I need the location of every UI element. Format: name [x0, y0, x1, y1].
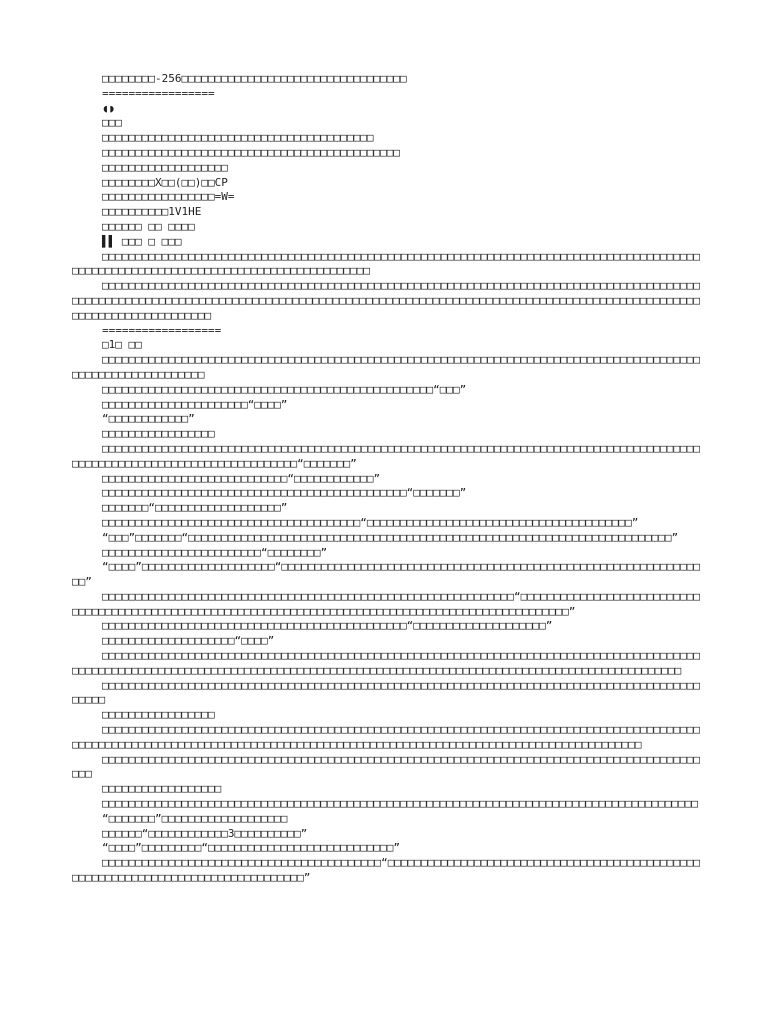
section-rule: ==================: [102, 323, 222, 337]
body-paragraph: □□□□□□□□□□□□□□□□□□□□□□□□□□□□□□□□□□□□□□□□□□□□□□□□□□□□□□□□□□□□□□□□□□□□□□□□□□□□□□□□□□□□□□□□□□□□□□□: [72, 678, 700, 707]
body-paragraph: □□□□□□□□□□□□□□□□□□□□□□□□□□□□□□□□□□□□□□□□□□□□□□□□□□□□□□□□□□□□□□□□□□□□□□□□□□□□□□□□□□□□□□□□□□□□□□□□□□□□□□□□□□□□□□□□□□□□□□□□□□□□“□□□□□□□”: [72, 441, 700, 470]
body-line: □□□□□□□□□□□□□□□□□: [102, 708, 215, 722]
section-title: □1□ □□: [102, 338, 142, 352]
body-paragraph: □□□□□□□□□□□□□□□□□□□□□□□□□□□□□□□□□□□□□□□□□□□□□□□□□□□□□□□□□□□□□□□□□□□□□□□□□□□□□□□□□□□□□□□□□□□□□: [72, 752, 700, 781]
body-paragraph: “□□□□”□□□□□□□□□□□□□□□□□□□□“□□□□□□□□□□□□□□□□□□□□□□□□□□□□□□□□□□□□□□□□□□□□□□□□□□□□□□□□□□□□□□□□□”: [72, 560, 700, 589]
body-line: □□□□□□□□□□□□□□□□□□□□□□“□□□□”: [102, 397, 288, 411]
body-text: [72, 353, 700, 886]
body-paragraph: □□□□□□□□□□□□□□□□□□□□□□□□□□□□□□□□□□□□□□□□□□□□□□□□□□□□□□□□□□□□□□□□□□□□□□□□□□□□□□□□□□□□□□□□□□□□□□□□□□□□□□□□□□□□□□: [72, 353, 700, 381]
body-line: “□□□□”□□□□□□□□□“□□□□□□□□□□□□□□□□□□□□□□□□□□□□”: [102, 841, 401, 855]
body-line: □□□□□□□□□□□□□□□□□□□□□□□□□□□□□□□□□□□□□□□“□□□□□□□□□□□□□□□□□□□□□□□□□□□□□□□□□□□□□□□□”: [102, 515, 639, 529]
header-line: □□□□□□□□□□□□□□□□□□□□□□□□□□□□□□□□□□□□□□□□□: [102, 131, 374, 145]
body-line: “□□□□□□□”□□□□□□□□□□□□□□□□□□□: [102, 811, 288, 825]
body-paragraph: □□□□□□□□□□□□□□□□□□□□□□□□□□□□□□□□□□□□□□□□□□□□□□□□□□□□□□□□□□□□□□“□□□□□□□□□□□□□□□□□□□□□□□□□□□□□□□□□□□□□□□□□□□□□□□□□□□□□□□□□□□□□□□□□□□□□□□□□□□□□□□□□□□□□□□□□□□□□□□□□□□□□□”: [72, 589, 700, 618]
body-line: □□□□□□□□□□□□□□□□□□□□□□□□□□□□□□□□□□□□□□□□□□□□□□□□□□“□□□”: [102, 382, 467, 396]
body-line: □□□□□□□□□□□□□□□□□□□□□□□□“□□□□□□□□”: [102, 545, 328, 559]
body-line: □□□□□□□□□□□□□□□□□□□□□□□□□□□□□□□□□□□□□□□□□□□□□□“□□□□□□□□□□□□□□□□□□□□”: [102, 619, 553, 633]
header-line: □□□□□□□□□□□□□□□□□□□: [102, 160, 228, 174]
symbol-mark: ◖◗: [102, 101, 116, 115]
body-paragraph: □□□□□□□□□□□□□□□□□□□□□□□□□□□□□□□□□□□□□□□□□□□□□□□□□□□□□□□□□□□□□□□□□□□□□□□□□□□□□□□□□□□□□□□□□□□□□□□□□□□□□□□□□□□□□□□□□□□□□□□□□□□□□□□□□□□□□□□□□□□□□□□□□□□□□□□□□□□□□□□□□□□□□□□□□□□□□□□□: [72, 723, 700, 751]
header-line: □□□□□□ □□ □□□□: [102, 219, 195, 233]
document-page: [72, 72, 700, 886]
header-line: □□□: [102, 116, 122, 130]
body-paragraph: □□□□□□□□□□□□□□□□□□□□□□□□□□□□□□□□□□□□□□□□□□□□□□□□□□□□□□□□□□□□□□□□□□□□□□□□□□□□□□□□□□□□□□□□□□: [102, 797, 699, 811]
header-line: □□□□□□□□X□□(□□)□□CP: [102, 175, 228, 189]
body-line: □□□□□□□□□□□□□□□□□□□□“□□□□”: [102, 634, 275, 648]
body-line: □□□□□□□□□□□□□□□□□□□□□□□□□□□□□□□□□□□□□□□□□□□□□□“□□□□□□□”: [102, 486, 467, 500]
intro-paragraph: □□□□□□□□□□□□□□□□□□□□□□□□□□□□□□□□□□□□□□□□□□□□□□□□□□□□□□□□□□□□□□□□□□□□□□□□□□□□□□□□□□□□□□□□□□□□□□□□□□□□□□□□□□□□□□□□□□□□□□□□□□□□□□□□□□□□□□□□□□□□□□□□□□□□□□□□□□□□□□□□□□□□□□□□□□□□□□□□□□□□□□□□□□□□□□□□□□□□□□□□□□□□□: [72, 279, 700, 322]
body-line: □□□□□□□□□□□□□□□□□: [102, 427, 215, 441]
body-paragraph: “□□□”□□□□□□□“□□□□□□□□□□□□□□□□□□□□□□□□□□□□□□□□□□□□□□□□□□□□□□□□□□□□□□□□□□□□□□□□□□□□□□□□□”: [102, 530, 679, 544]
header-line: □□□□□□□□□□□□□□□□□□□□□□□□□□□□□□□□□□□□□□□□□□□□□: [102, 145, 401, 159]
body-line: □□□□□□“□□□□□□□□□□□□3□□□□□□□□□□”: [102, 826, 308, 840]
header-line: □□□□□□□□□□□□□□□□□=W=: [102, 190, 235, 204]
intro-paragraph: □□□□□□□□□□□□□□□□□□□□□□□□□□□□□□□□□□□□□□□□□□□□□□□□□□□□□□□□□□□□□□□□□□□□□□□□□□□□□□□□□□□□□□□□□□□□□□□□□□□□□□□□□□□□□□□□□□□□□□□□□□□□□□□□□□□□□□□: [72, 249, 700, 278]
body-line: □□□□□□□□□□□□□□□□□□□□□□□□□□□□“□□□□□□□□□□□□”: [102, 471, 381, 485]
body-paragraph: □□□□□□□□□□□□□□□□□□□□□□□□□□□□□□□□□□□□□□□□□□□□□□□□□□□□□□□□□□□□□□□□□□□□□□□□□□□□□□□□□□□□□□□□□□□□□□□□□□□□□□□□□□□□□□□□□□□□□□□□□□□□□□□□□□□□□□□□□□□□□□□□□□□□□□□□□□□□□□□□□□□□□□□□□□□□□□□□□□□□□□: [72, 649, 700, 677]
body-line: □□□□□□□□□□□□□□□□□□: [102, 782, 222, 796]
body-paragraph: □□□□□□□□□□□□□□□□□□□□□□□□□□□□□□□□□□□□□□□□□□“□□□□□□□□□□□□□□□□□□□□□□□□□□□□□□□□□□□□□□□□□□□□□□□□□□□□□□□□□□□□□□□□□□□□□□□□□□□□□□□□□□”: [72, 856, 700, 885]
header-line: □□□□□□□□□□1V1HE: [102, 205, 202, 219]
header-line: ▌▌ □□□ □ □□□: [102, 234, 182, 248]
document-title: □□□□□□□□-256□□□□□□□□□□□□□□□□□□□□□□□□□□□□□□□□□□: [102, 72, 407, 85]
body-line: □□□□□□□“□□□□□□□□□□□□□□□□□□□”: [102, 501, 288, 515]
body-line: “□□□□□□□□□□□□”: [102, 412, 195, 426]
title-rule: =================: [102, 86, 215, 100]
